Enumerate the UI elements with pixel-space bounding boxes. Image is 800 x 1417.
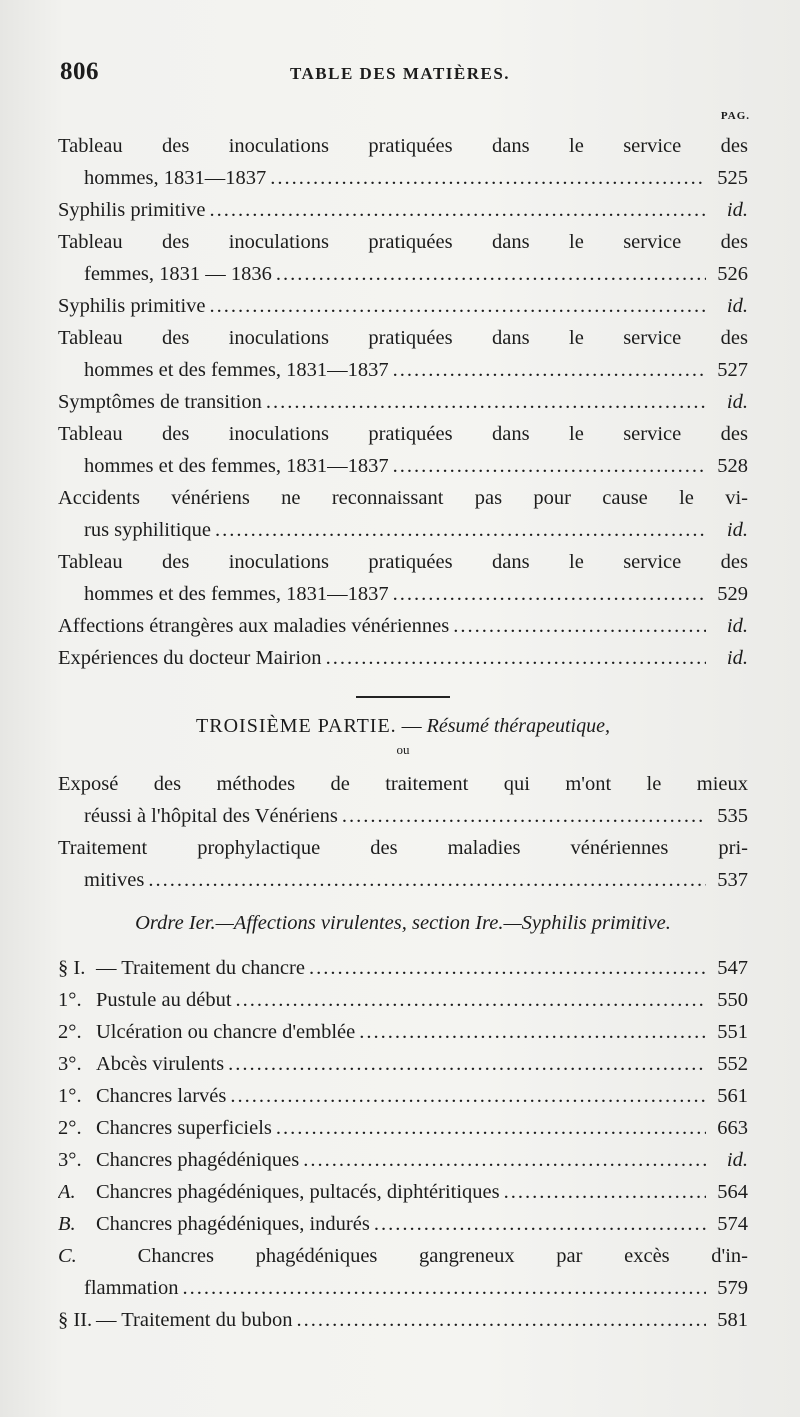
dot-leader [453,610,706,642]
entry-text-cont: flammation [84,1277,179,1299]
dot-leader [148,864,706,896]
entry-page: 547 [717,957,748,979]
toc-entry[interactable] [58,290,748,322]
dot-leader [504,1176,706,1208]
entry-marker: B. [58,1213,76,1235]
entry-marker: 2°. [58,1021,82,1043]
toc-entry-line [58,258,748,290]
entry-page: 581 [717,1309,748,1331]
entry-marker: A. [58,1181,76,1203]
dot-leader [276,258,706,290]
entry-marker: 3°. [58,1053,82,1075]
toc-entry-line [58,952,748,984]
entry-marker: C. [58,1245,77,1267]
entry-text: Traitement prophylactique des maladies vénériennes pri- [58,837,748,859]
entry-marker: 1°. [58,989,82,1011]
entry-marker: 1°. [58,1085,82,1107]
entry-page: 564 [717,1181,748,1203]
entry-text: Tableau des inoculations pratiquées dans le service des [58,551,748,573]
toc-sub-entry[interactable] [58,1080,748,1112]
dot-leader [230,1080,706,1112]
part-title-caps: TROISIÈME PARTIE. [196,715,397,737]
toc-entry-line [58,354,748,386]
entry-page: id. [726,519,748,541]
entry-page: 535 [717,805,748,827]
toc-entry-line [58,800,748,832]
toc-entry-line [58,226,748,258]
toc-entry[interactable] [58,832,748,896]
toc-entry-line [58,386,748,418]
dot-leader [276,1112,706,1144]
toc-entry-line [58,290,748,322]
dot-leader [228,1048,706,1080]
toc-entry[interactable] [58,418,748,482]
toc-entry-line [58,1144,748,1176]
toc-entry[interactable] [58,546,748,610]
entry-text: Tableau des inoculations pratiquées dans le service des [58,231,748,253]
dot-leader [303,1144,706,1176]
toc-entry[interactable] [58,768,748,832]
entry-page: 529 [717,583,748,605]
toc-entry[interactable] [58,482,748,546]
entry-page: id. [726,647,748,669]
toc-entry[interactable] [58,642,748,674]
dot-leader [296,1304,706,1336]
entry-page: 550 [717,989,748,1011]
toc-entry-line [58,514,748,546]
dot-leader [393,578,706,610]
entry-page: 526 [717,263,748,285]
entry-text: Tableau des inoculations pratiquées dans le service des [58,423,748,445]
entry-text: Chancres superficiels [96,1117,272,1139]
toc-entry-line [58,1208,748,1240]
dot-leader [270,162,706,194]
toc-entry-line [58,984,748,1016]
entry-text: Chancres phagédéniques gangreneux par excès d'in- [137,1245,748,1267]
entry-text: Syphilis primitive [58,295,206,317]
toc-sub-entry[interactable] [58,1144,748,1176]
entry-text: Tableau des inoculations pratiquées dans le service des [58,135,748,157]
entry-marker: 3°. [58,1149,82,1171]
toc-entry[interactable] [58,130,748,194]
entry-text: Chancres phagédéniques, pultacés, diphtéritiques [96,1181,500,1203]
entry-text-cont: hommes et des femmes, 1831—1837 [84,359,389,381]
toc-sub-entry[interactable] [58,1112,748,1144]
entry-marker: § I. [58,957,86,979]
dot-leader [266,386,706,418]
toc-entry-line [58,1016,748,1048]
entry-text-cont: hommes, 1831—1837 [84,167,267,189]
toc-entry[interactable] [58,226,748,290]
entry-page: id. [726,391,748,413]
dot-leader [342,800,706,832]
toc-entry-line [58,1080,748,1112]
dot-leader [236,984,706,1016]
toc-entry-line [58,642,748,674]
entry-page: 528 [717,455,748,477]
dot-leader [393,354,706,386]
toc-entry-line [58,1112,748,1144]
page-number: 806 [60,58,99,85]
toc-entry-line [58,322,748,354]
entry-text-cont: hommes et des femmes, 1831—1837 [84,583,389,605]
section-divider [356,696,450,698]
pag-column-label: PAG. [720,110,750,122]
entry-text-cont: hommes et des femmes, 1831—1837 [84,455,389,477]
page-header [60,58,740,92]
entry-text: Chancres larvés [96,1085,227,1107]
entry-text: Syphilis primitive [58,199,206,221]
entry-text: Abcès virulents [96,1053,225,1075]
entry-text-cont: rus syphilitique [84,519,211,541]
entry-text: Expériences du docteur Mairion [58,647,322,669]
toc-entry-line [58,1176,748,1208]
dot-leader [326,642,706,674]
entry-page: 579 [717,1277,748,1299]
table-of-contents [58,130,748,1336]
toc-entry-line [58,1048,748,1080]
entry-text: Accidents vénériens ne reconnaissant pas pour cause le vi- [58,487,748,509]
toc-sub-entry[interactable] [58,1208,748,1240]
toc-sub-entry[interactable] [58,1016,748,1048]
dot-leader [393,450,706,482]
ordre-heading: Ordre Ier.—Affections virulentes, section Ire.—Syphilis primitive. [135,912,671,934]
toc-entries-top [58,130,748,674]
toc-sub-entry[interactable] [58,1048,748,1080]
entry-text: Ulcération ou chancre d'emblée [96,1021,356,1043]
entry-marker: § II. [58,1309,93,1331]
entry-page: 552 [717,1053,748,1075]
entry-marker: 2°. [58,1117,82,1139]
toc-entry-line [58,482,748,514]
dot-leader [309,952,706,984]
dot-leader [210,290,707,322]
toc-sub-entry[interactable] [58,1176,748,1208]
entry-text-cont: réussi à l'hôpital des Vénériens [84,805,338,827]
toc-sub-entry[interactable] [58,952,748,984]
toc-entry-line [58,610,748,642]
toc-sub-entries [58,952,748,1240]
dot-leader [374,1208,706,1240]
toc-entry-c[interactable] [58,1240,748,1304]
entry-text: Symptômes de transition [58,391,262,413]
entry-page: id. [726,199,748,221]
toc-entry-line [58,864,748,896]
entry-text: Chancres phagédéniques [96,1149,300,1171]
toc-entry-last[interactable] [58,1304,748,1336]
part-title-dash: — [396,715,427,737]
part-title-ou: ou [396,742,410,757]
dot-leader [210,194,707,226]
toc-entry-line [58,546,748,578]
entry-text: Exposé des méthodes de traitement qui m'ont le mieux [58,773,748,795]
entry-page: id. [726,1149,748,1171]
entry-text: Tableau des inoculations pratiquées dans le service des [58,327,748,349]
entry-page: 561 [717,1085,748,1107]
toc-sub-entry[interactable] [58,984,748,1016]
dot-leader [183,1272,706,1304]
entry-page: 537 [717,869,748,891]
part-title [58,712,748,740]
toc-entry[interactable] [58,322,748,386]
entry-page: 663 [717,1117,748,1139]
toc-entry-line [58,418,748,450]
toc-entry-line [58,162,748,194]
entry-text-cont: femmes, 1831 — 1836 [84,263,272,285]
running-title: TABLE DES MATIÈRES. [289,64,511,83]
entry-text: Chancres phagédéniques, indurés [96,1213,370,1235]
toc-entry-line [58,768,748,800]
entry-page: 527 [717,359,748,381]
entry-page: 574 [717,1213,748,1235]
entry-text: Pustule au début [96,989,232,1011]
dot-leader [215,514,706,546]
toc-entry-line [58,194,748,226]
entry-text: — Traitement du chancre [96,957,305,979]
entry-text: — Traitement du bubon [96,1309,293,1331]
toc-entry[interactable] [58,610,748,642]
toc-entry-line [58,130,748,162]
toc-entry-line [58,578,748,610]
entry-text: Affections étrangères aux maladies vénériennes [58,615,450,637]
dot-leader [359,1016,706,1048]
toc-entry-line [58,450,748,482]
toc-entries-part [58,768,748,896]
toc-entry[interactable] [58,386,748,418]
toc-entry-line [58,832,748,864]
part-title-italic: Résumé thérapeutique, [426,715,610,737]
entry-page: 551 [717,1021,748,1043]
entry-text-cont: mitives [84,869,145,891]
toc-entry-line [58,1240,748,1272]
entry-page: 525 [717,167,748,189]
entry-page: id. [726,295,748,317]
toc-entry[interactable] [58,194,748,226]
entry-page: id. [726,615,748,637]
